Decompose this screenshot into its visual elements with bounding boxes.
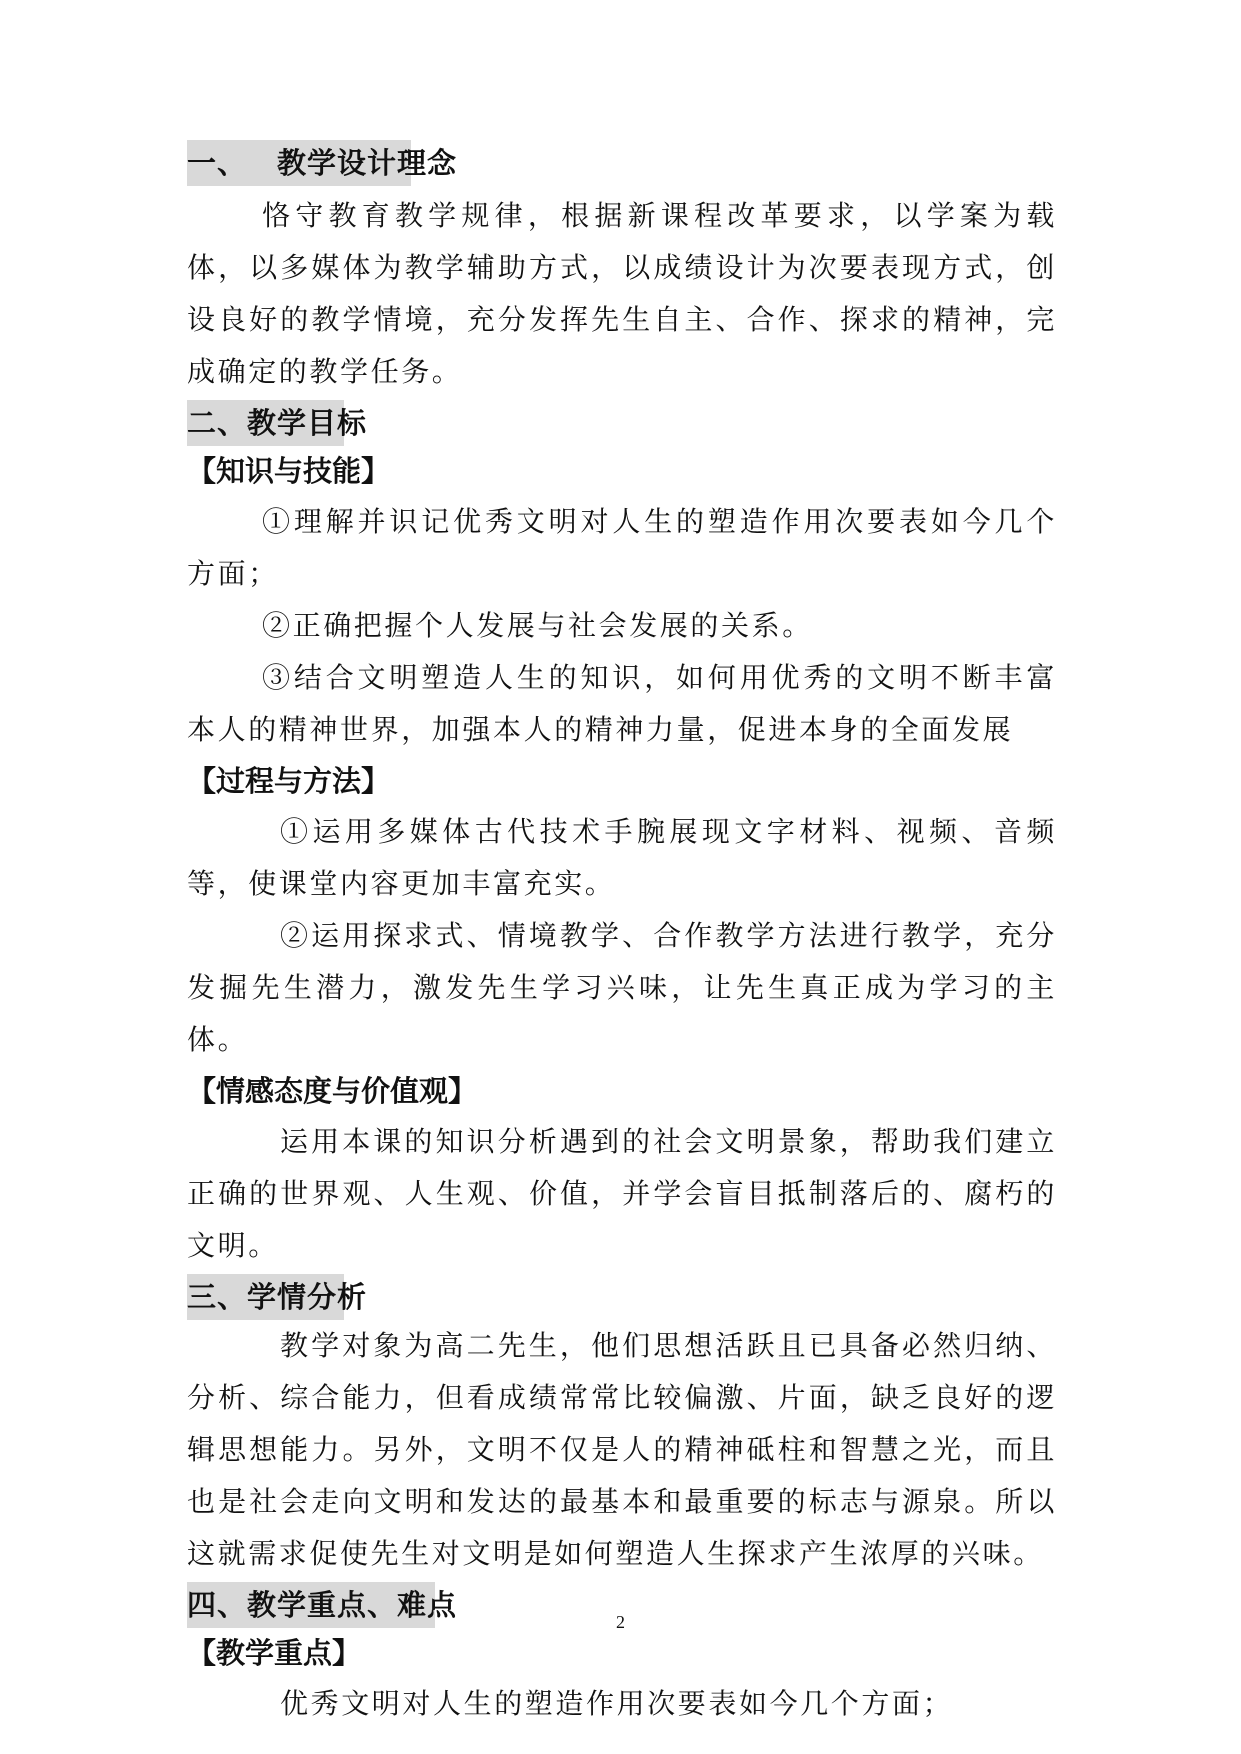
key-points-paragraph: 优秀文明对人生的塑造作用次要表如今几个方面； [280, 1687, 954, 1720]
knowledge-item-2: ②正确把握个人发展与社会发展的关系。 [262, 609, 813, 642]
section-4-heading: 四、教学重点、难点 [187, 1582, 435, 1628]
section-3-paragraph: 教学对象为高二先生，他们思想活跃且已具备必然归纳、分析、综合能力，但看成绩常常比较偏激、片面，缺乏良好的逻辑思想能力。另外，文明不仅是人的精神砥柱和智慧之光，而且也是社会走向文明和发达的最基本和最重要的标志与源泉。所以这就需求促使先生对文明是如何塑造人生探求产生浓厚的兴味。 [187, 1329, 1057, 1570]
section-1-title: 教学设计理念 [277, 146, 458, 180]
section-2-heading: 二、教学目标 [187, 400, 344, 446]
process-item-1: ①运用多媒体古代技术手腕展现文字材料、视频、音频等，使课堂内容更加丰富充实。 [187, 815, 1057, 900]
process-heading: 【过程与方法】 [187, 764, 391, 798]
knowledge-heading: 【知识与技能】 [187, 454, 391, 488]
knowledge-item-1: ①理解并识记优秀文明对人生的塑造作用次要表如今几个方面； [187, 505, 1057, 590]
emotion-paragraph: 运用本课的知识分析遇到的社会文明景象，帮助我们建立正确的世界观、人生观、价值，并学会盲目抵制落后的、腐朽的文明。 [187, 1125, 1057, 1262]
process-item-2: ②运用探求式、情境教学、合作教学方法进行教学，充分发掘先生潜力，激发先生学习兴味，让先生真正成为学习的主体。 [187, 919, 1057, 1056]
knowledge-item-3: ③结合文明塑造人生的知识，如何用优秀的文明不断丰富本人的精神世界，加强本人的精神力量，促进本身的全面发展 [187, 661, 1057, 746]
section-1-number: 一、 [187, 146, 248, 180]
key-points-heading: 【教学重点】 [187, 1636, 362, 1670]
section-1-heading [187, 140, 458, 186]
emotion-heading: 【情感态度与价值观】 [187, 1074, 478, 1108]
section-1-paragraph: 恪守教育教学规律，根据新课程改革要求，以学案为载体，以多媒体为教学辅助方式，以成绩设计为次要表现方式，创设良好的教学情境，充分发挥先生自主、合作、探求的精神，完成确定的教学任务。 [187, 199, 1057, 388]
page-number: 2 [616, 1612, 625, 1632]
document-page [187, 140, 1057, 1730]
section-3-heading: 三、学情分析 [187, 1274, 344, 1320]
